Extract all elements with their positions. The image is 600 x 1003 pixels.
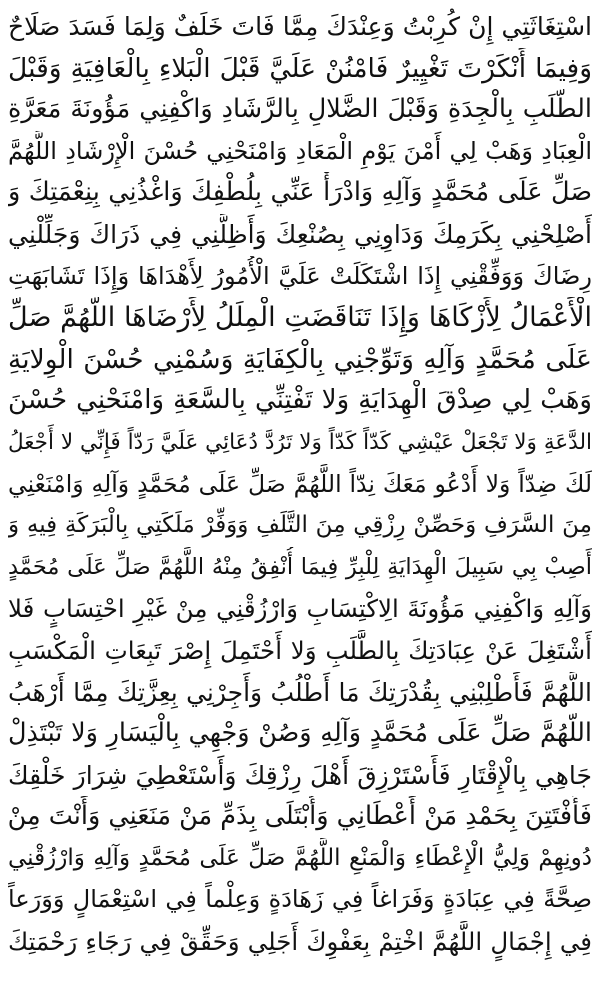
text-line-2: وَفِيمَا أَنْكَرْتَ تَغْيِيرٌ فَامْنُنْ عَلَيَّ قَبْلَ الْبَلاءِ بِالْعَافِيَةِ وَقَبْلَ: [8, 52, 592, 84]
text-line-6: أَصْلِحْنِي بِكَرَمِكَ وَدَاوِنِي بِصُنْعِكَ وَأَظِلَّنِي فِي ذَرَاكَ وَجَلِّلْنِي: [8, 219, 592, 249]
text-line-20: فَأَفْتَتِنَ بِحَمْدِ مَنْ أَعْطَانِي وَأُبْتَلَى بِذَمِّ مَنْ مَنَعَنِي وَأَنْتَ مِنْ: [8, 801, 592, 832]
text-line-8: الْأَعْمَالُ لِأَزْكَاهَا وَإِذَا تَنَاقَضَتِ الْمِلَلُ لِأَرْضَاهَا اللَّهُمَّ صَلِّ: [8, 302, 592, 334]
text-line-18: اللَّهُمَّ صَلِّ عَلَى مُحَمَّدٍ وَآلِهِ وَصُنْ وَجْهِي بِالْيَسَارِ وَلا تَبْتَذِلْ: [8, 718, 592, 749]
supplication-text: [8, 6, 592, 963]
text-line-4: الْعِبَادِ وَهَبْ لِي أَمْنَ يَوْمِ الْمَعَادِ وَامْنَحْنِي حُسْنَ الْإِرْشَادِ اللَّهُمَّ: [8, 136, 592, 165]
text-line-15: وَآلِهِ وَاكْفِنِي مَؤُونَةَ الِاكْتِسَابِ وَارْزُقْنِي مِنْ غَيْرِ احْتِسَابٍ فَلا: [8, 594, 592, 624]
text-line-10: وَهَبْ لِي صِدْقَ الْهِدَايَةِ وَلا تَفْتِنِّي بِالسَّعَةِ وَامْنَحْنِي حُسْنَ: [8, 385, 592, 416]
text-line-23: فِي إِجْمَالٍ اللَّهُمَّ اخْتِمْ بِعَفْوِكَ أَجَلِي وَحَقِّقْ فِي رَجَاءِ رَحْمَتِكَ: [8, 927, 592, 957]
text-line-16: أَشْتَغِلَ عَنْ عِبَادَتِكَ بِالطَّلَبِ وَلا أَحْتَمِلَ إِصْرَ تَبِعَاتِ الْمَكْسَبِ: [8, 635, 592, 665]
text-line-17: اللَّهُمَّ فَأَطْلِبْنِي بِقُدْرَتِكَ مَا أَطْلُبُ وَأَجِرْنِي بِعِزَّتِكَ مِمَّا أَرْهَبُ: [8, 677, 592, 707]
text-line-22: صِحَّةً فِي عِبَادَةٍ وَفَرَاغاً فِي زَهَادَةٍ وَعِلْماً فِي اسْتِعْمَالٍ وَوَرَعاً: [8, 885, 592, 914]
text-line-12: لَكَ ضِدّاً وَلا أَدْعُو مَعَكَ نِدّاً اللَّهُمَّ صَلِّ عَلَى مُحَمَّدٍ وَآلِهِ وَامْنَعْنِي: [8, 469, 592, 498]
text-line-9: عَلَى مُحَمَّدٍ وَآلِهِ وَتَوِّجْنِي بِالْكِفَايَةِ وَسُمْنِي حُسْنَ الْوِلايَةِ: [8, 343, 592, 375]
text-line-3: الطَّلَبِ بِالْجِدَةِ وَقَبْلَ الضَّلالِ بِالرَّشَادِ وَاكْفِنِي مَؤُونَةَ مَعَرَّةِ: [8, 94, 592, 125]
text-line-11: الدَّعَةِ وَلا تَجْعَلْ عَيْشِي كَدّاً كَدّاً وَلا تَرُدَّ دُعَائِي عَلَيَّ رَدّاً فَإِنِّي لا أَجْعَلُ: [8, 429, 592, 455]
text-line-5: صَلِّ عَلَى مُحَمَّدٍ وَآلِهِ وَادْرَأْ عَنِّي بِلُطْفِكَ وَاغْذُنِي بِنِعْمَتِكَ وَ: [8, 177, 592, 208]
text-line-1: اسْتِغَاثَتِي إِنْ كُرِبْتُ وَعِنْدَكَ مِمَّا فَاتَ خَلَفٌ وَلِمَا فَسَدَ صَلَاحٌ: [8, 12, 592, 41]
text-line-7: رِضَاكَ وَوَفِّقْنِي إِذَا اشْتَكَلَتْ عَلَيَّ الْأُمُورُ لِأَهْدَاهَا وَإِذَا تَشَابَهَتِ: [8, 261, 592, 290]
text-line-13: مِنَ السَّرَفِ وَحَصِّنْ رِزْقِي مِنَ التَّلَفِ وَوَفِّرْ مَلَكَتِي بِالْبَرَكَةِ فِيهِ وَ: [8, 512, 592, 539]
text-line-21: دُونِهِمْ وَلِيُّ الْإِعْطَاءِ وَالْمَنْعِ اللَّهُمَّ صَلِّ عَلَى مُحَمَّدٍ وَآلِهِ وَارْزُقْنِي: [8, 844, 592, 871]
text-line-14: أَصِبْ بِي سَبِيلَ الْهِدَايَةِ لِلْبِرِّ فِيمَا أُنْفِقُ مِنْهُ اللَّهُمَّ صَلِّ عَلَى مُحَمَّدٍ: [8, 553, 592, 580]
text-line-19: جَاهِي بِالْإِقْتَارِ فَأَسْتَرْزِقَ أَهْلَ رِزْقِكَ وَأَسْتَعْطِيَ شِرَارَ خَلْقِكَ: [8, 760, 592, 790]
